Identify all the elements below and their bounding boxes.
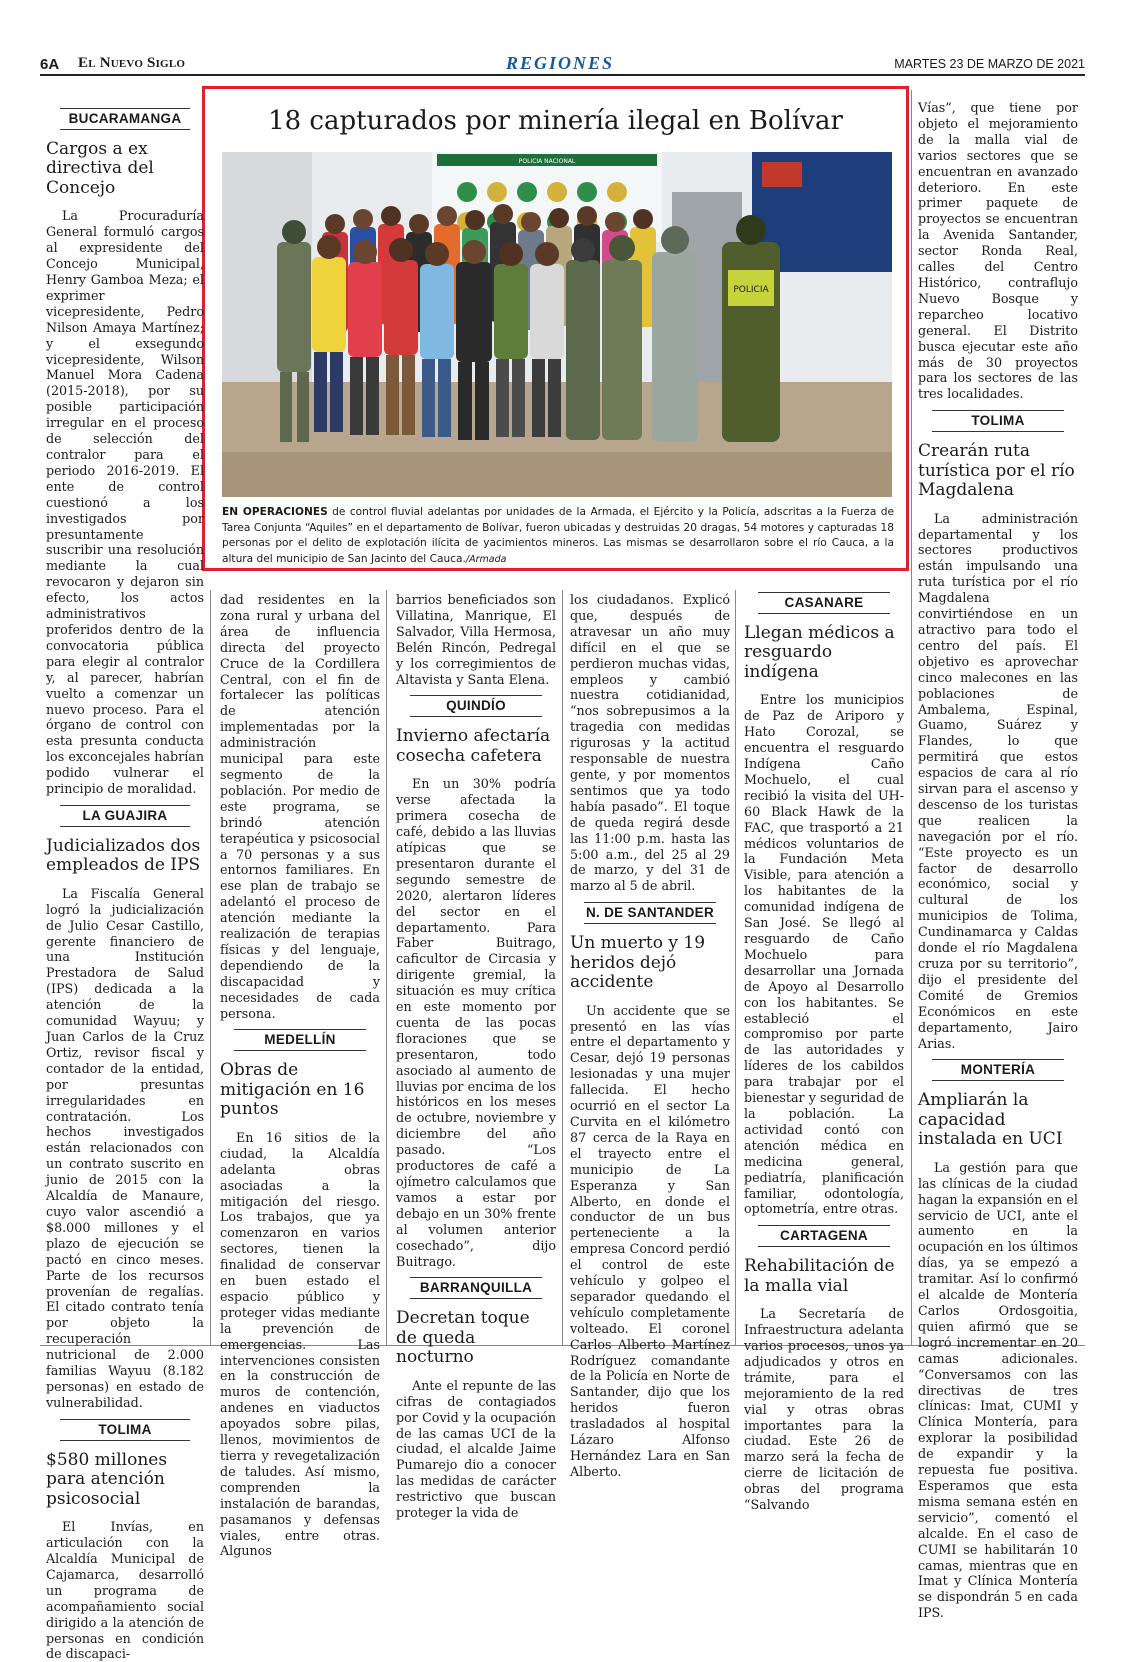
article-headline: Un muerto y 19 heridos dejó accidente	[570, 933, 706, 993]
section-label: BUCARAMANGA	[60, 108, 190, 130]
article-body: La Procuraduría General formuló cargos al expresidente del Concejo Municipal, Henry Gamboa Meza; el exprimer vicepresidente, Pedro Nilson Amaya Martínez; y el exsegundo vicepresidente, Wilson Manuel Mora Cadena (2015-2018), por su posible participación irregular en el proceso de selección del contralor para el periodo 2016-2019. El ente de control cuestionó a los investigados por presuntamente suscribir una resolución mediante la cual revocaron y dejaron sin efecto, los actos administrativos proferidos dentro de la convocatoria pública para elegir al contralor y, al parecer, habrían vuelto a comenzar un nuevo proceso. Para el órgano de control con esta presunta conducta los exconcejales habrían podido vulnerar el principio de moralidad.	[46, 208, 204, 797]
article-headline: Llegan médicos a resguardo indígena	[744, 622, 895, 682]
article-headline: Obras de mitigación en 16 puntos	[220, 1060, 365, 1120]
article-body: En 16 sitios de la ciudad, la Alcaldía adelanta obras asociadas a la mitigación del riesgo. Los trabajos, que ya comenzaron en varios sectores, tienen la finalidad de conservar en buen estado el espacio público y proteger vidas mediante la prevención de emergencias. Las intervenciones consisten en la construcción de muros de contención, andenes en viaductos apoyados sobre pilas, llenos, movimientos de tierra y revegetalización de taludes. Así mismo, comprenden la instalación de barandas, pasamanos y defensas viales, entre otras. Algunos	[220, 1129, 380, 1559]
column-1	[46, 100, 204, 1662]
article-body: La Fiscalía General logró la judicialización de Julio Cesar Castillo, gerente financiero de una Institución Prestadora de Salud (IPS) dedicada a la atención de la comunidad Wayuu; y Juan Carlos de la Cruz Ortiz, revisor fiscal y contador de la entidad, por presuntas irregularidades en contratación. Los hechos investigados están relacionados con un contrato suscrito en junio de 2015 con la Alcaldía de Manaure, cuyo valor ascendió a $8.000 millones y el plazo de ejecución se pactó en cinco meses. Parte de los recursos provenían de regalías. El citado contrato tenía por objeto la recuperación nutricional de 2.000 familias Wayuu (8.182 personas) en estado de vulnerabilidad.	[46, 885, 204, 1410]
article-body: Un accidente que se presentó en las vías entre el departamento y Cesar, dejó 19 personas lesionadas y una mujer fallecida. El hecho ocurrió en el sector La Curvita en el kilómetro 87 cerca de la Raya en el trayecto entre el municipio de La Esperanza y San Alberto, en donde el conductor de un bus perteneciente a la empresa Concord perdió el control de este vehículo y golpeo el separador quedando el vehículo completamente volteado. El coronel Carlos Alberto Martínez Rodríguez comandante de la Policía en Norte de Santander, dijo que los heridos fueron trasladados al hospital Lázaro Alfonso Hernández Lara en San Alberto.	[570, 1002, 730, 1479]
caption-text: de control fluvial adelantas por unidades de la Armada, el Ejército y la Policía, adscritas a la Fuerza de Tarea Conjunta “Aquiles” en el departamento de Bolívar, fueron ubicadas y destruidas 20 dragas, 54 motores y capturadas 18 personas por el delito de explotación ilícita de yacimientos mineros. Las mismas se desarrollaron sobre el río Cauca, a la altura del municipio de San Jacinto del Cauca.	[222, 506, 895, 565]
feature-photo	[222, 152, 892, 497]
feature-headline: 18 capturados por minería ilegal en Bolívar	[268, 106, 843, 136]
column-2	[220, 592, 380, 1559]
article-body: En un 30% podría verse afectada la primera cosecha de café, debido a las lluvias atípicas que se presentaron durante el segundo semestre de 2020, alertaron líderes del sector en el departamento. Para Faber Buitrago, caficultor de Circasia y dirigente gremial, la situación es muy crítica en este momento por cuenta de las pocas floraciones que se presentaron, todo asociado al aumento de lluvias por encima de los históricos en los meses de octubre, noviembre y diciembre del año pasado. “Los productores de café a ojímetro calculamos que vamos a estar por debajo en un 30% frente al volumen anterior cosechado”, dijo Buitrago.	[396, 776, 556, 1269]
caption-lead: EN OPERACIONES	[222, 506, 328, 518]
article-body: La gestión para que las clínicas de la ciudad hagan la expansión en el servicio de UCI, ante el aumento en la ocupación en los últimos días, ya se empezó a tramitar. Así lo confirmó el alcalde de Montería Carlos Ordosgoitia, quien afirmó que se logró incrementar en 20 camas adicionales. “Conversamos con las directivas de tres clínicas: Imat, CUMI y Clínica Montería, para explorar la posibilidad de expandir y la repuesta fue positiva. Esperamos que esta misma semana estén en servicio”, comentó el alcalde. En el caso de CUMI se habilitarán 10 camas, mientras que en Imat y Clínica Montería se dispondrán 5 en cada IPS.	[918, 1159, 1078, 1621]
section-label: QUINDÍO	[410, 695, 542, 717]
photo-caption	[222, 505, 894, 567]
column-4	[570, 592, 730, 1479]
svg-text:POLICIA NACIONAL: POLICIA NACIONAL	[518, 158, 576, 165]
article-headline: $580 millones para atención psicosocial	[46, 1449, 168, 1509]
column-divider	[210, 590, 211, 1345]
section-label: LA GUAJIRA	[60, 805, 190, 827]
column-divider	[735, 590, 736, 1345]
article-body: Entre los municipios de Paz de Ariporo y Hato Corozal, se encuentra el resguardo Indígena Caño Mochuelo, el cual recibió la visita del UH-60 Black Hawk de la FAC, que trasportó a 21 médicos voluntarios de la Fundación Meta Visible, para atención a los habitantes de la comunidad indígena de San José. Se llegó al resguardo de Caño Mochuelo para desarrollar una Jornada de Apoyo al Desarrollo con los habitantes. Se estableció el compromiso por parte de las autoridades y líderes de los cabildos para trabajar por el bienestar y seguridad de la población. La actividad contó con atención médica en medicina general, pediatría, planificación familiar, odontología, optometría, entre otras.	[744, 692, 904, 1217]
column-6	[918, 100, 1078, 1621]
article-body: La administración departamental y los sectores productivos están impulsando una ruta turística por el río Magdalena convirtiéndose en un atractivo para todo el centro del país. El objetivo es aprovechar cinco malecones en las poblaciones de Ambalema, Espinal, Guamo, Suárez y Flandes, lo que permitirá que estos espacios de cara al río sirvan para el ascenso y descenso de los turistas que realicen la navegación por el río. “Este proyecto es un factor de desarrollo económico, social y cultural de los municipios de Tolima, Cundinamarca y Caldas donde el río Magdalena cruza por su territorio”, dijo el presidente del Comité de Gremios Económicos en este departamento, Jairo Arias.	[918, 510, 1078, 1051]
article-body: barrios beneficiados son Villatina, Manrique, El Salvador, Villa Hermosa, Belén Rincón, Pedregal y los corregimientos de Altavista y Santa Elena.	[396, 592, 556, 687]
section-label: MEDELLÍN	[234, 1029, 366, 1051]
article-body: La Secretaría de Infraestructura adelanta varios procesos, unos ya adjudicados y otros en trámite, para el mejoramiento de la red vial y otras obras importantes para la ciudad. Este 26 de marzo será la fecha de cierre de licitación de obras del programa “Salvando	[744, 1306, 904, 1513]
column-divider	[911, 90, 912, 1345]
article-headline: Cargos a ex directiva del Concejo	[46, 138, 154, 198]
section-label: CARTAGENA	[758, 1225, 890, 1247]
article-body: los ciudadanos. Explicó que, después de atravesar un año muy difícil en el que se perdieron muchas vidas, empleos y cambió nuestra cotidianidad, “nos sobrepusimos a la tragedia con medidas rigurosas y la actitud responsable de nuestra gente, y por momentos sentimos que ya todo había pasado”. El toque de queda regirá desde las 11:00 p.m. hasta las 5:00 a.m., del 25 al 29 de marzo, y del 31 de marzo al 5 de abril.	[570, 592, 730, 894]
svg-text:POLICIA: POLICIA	[733, 285, 769, 295]
article-body: dad residentes en la zona rural y urbana del área de influencia directa del proyecto Cruce de la Cordillera Central, con el fin de fortalecer las políticas de atención implementadas por la administración municipal para este segmento de la población. Por medio de este programa, se brindó atención terapéutica y psicosocial a 70 personas y a sus entornos familiares. En ese plan de trabajo se adelantó el proceso de atención mediante la realización de terapias físicas y del lenguaje, dependiendo de la discapacidad y necesidades de cada persona.	[220, 592, 380, 1021]
section-label: TOLIMA	[60, 1419, 190, 1441]
article-headline: Crearán ruta turística por el río Magdalena	[918, 441, 1075, 501]
photo-credit: /Armada	[465, 553, 507, 565]
section-title: REGIONES	[505, 53, 615, 73]
article-body: Vías”, que tiene por objeto el mejoramiento de la malla vial de varios sectores que se encuentran en avanzado deterioro. En este primer paquete de proyectos se encuentran la Avenida Santander, sector Ronda Real, calles del Centro Histórico, contraflujo Nuevo Bosque y reparcheo locativo general. El Distrito busca ejecutar este año más de 30 proyectos para los sectores de las tres localidades.	[918, 100, 1078, 402]
section-label: CASANARE	[758, 592, 890, 614]
article-headline: Ampliarán la capacidad instalada en UCI	[918, 1090, 1063, 1150]
column-5	[744, 584, 904, 1513]
column-3	[396, 592, 556, 1521]
column-divider	[386, 590, 387, 1345]
article-headline: Judicializados dos empleados de IPS	[46, 835, 201, 876]
column-divider	[562, 590, 563, 1345]
issue-date: MARTES 23 DE MARZO DE 2021	[894, 57, 1085, 71]
section-label: MONTERÍA	[932, 1059, 1064, 1081]
article-headline: Decretan toque de queda nocturno	[396, 1308, 530, 1368]
article-headline: Rehabilitación de la malla vial	[744, 1256, 895, 1296]
newspaper-name: El Nuevo Siglo	[78, 55, 186, 71]
section-label: N. DE SANTANDER	[584, 902, 716, 924]
page-number: 6A	[40, 56, 60, 73]
article-body: Ante el repunte de las cifras de contagiados por Covid y la ocupación de las camas UCI de la ciudad, el alcalde Jaime Pumarejo dio a conocer las medidas de carácter restrictivo que buscan proteger la vida de	[396, 1377, 556, 1521]
section-label: TOLIMA	[932, 410, 1064, 432]
section-label: BARRANQUILLA	[410, 1277, 542, 1299]
article-body: El Invías, en articulación con la Alcaldía Municipal de Cajamarca, desarrolló un programa de acompañamiento social dirigido a la atención de personas en condición de discapaci-	[46, 1519, 204, 1662]
header-rule	[40, 74, 1085, 76]
article-headline: Invierno afectaría cosecha cafetera	[396, 726, 551, 766]
